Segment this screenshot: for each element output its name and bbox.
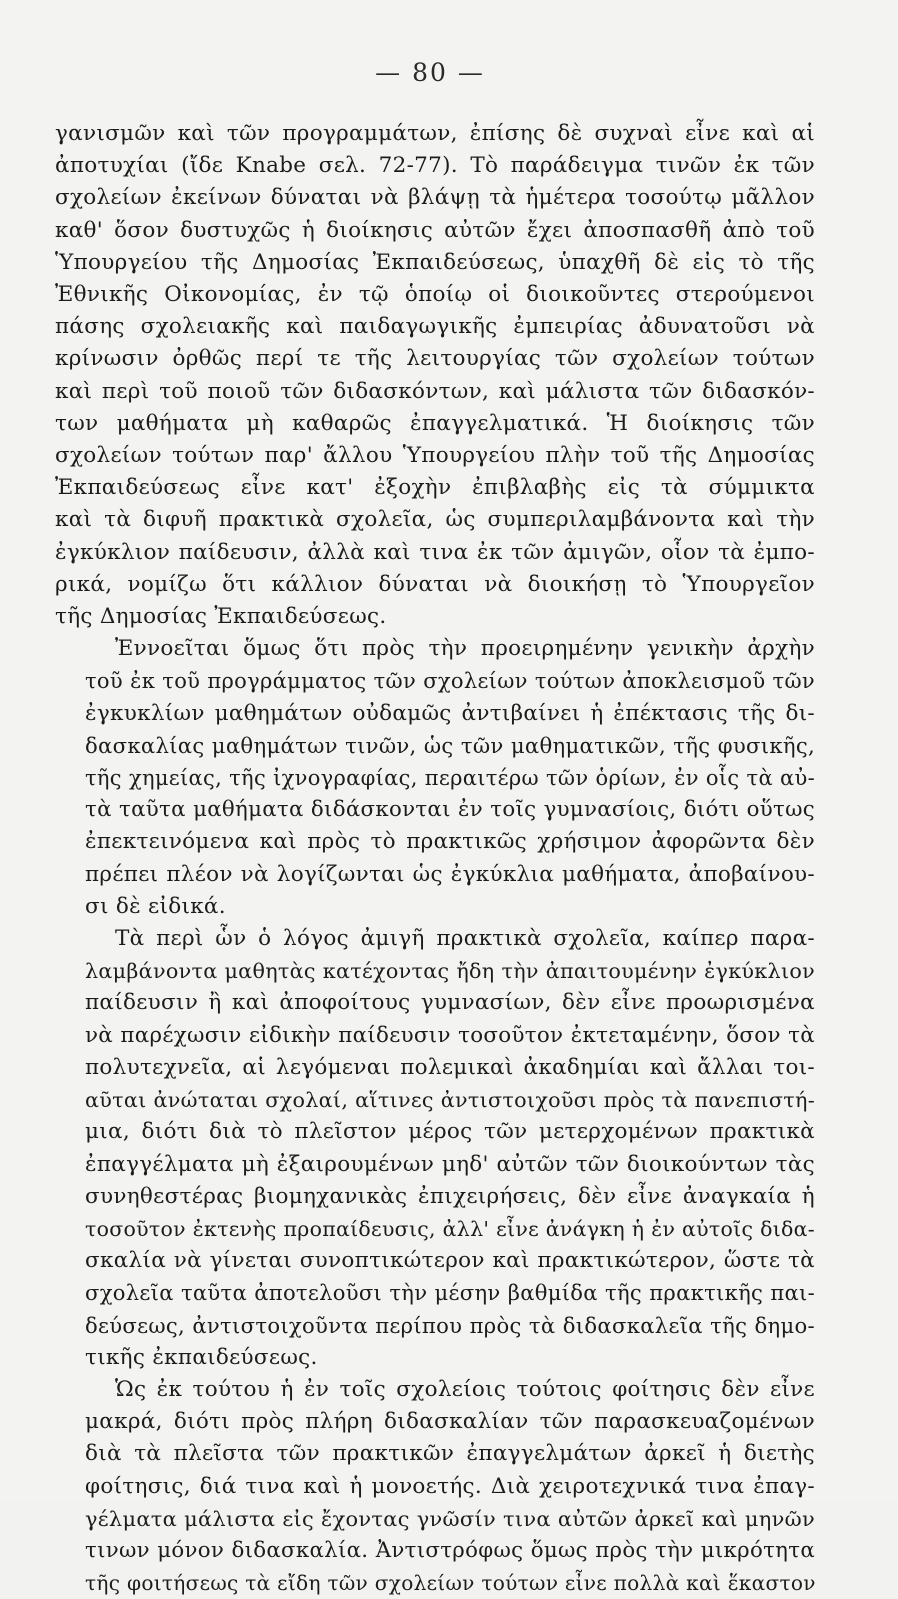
paragraph xyxy=(55,633,815,923)
body-text xyxy=(55,118,815,1599)
text-line: νὰ παρέχωσιν εἰδικὴν παίδευσιν τοσοῦτον ἐκτεταμένην, ὅσον τὰ xyxy=(85,1022,815,1048)
text-line: σκαλία νὰ γίνεται συνοπτικώτερον καὶ πρακτικώτερον, ὥστε τὰ xyxy=(85,1248,815,1274)
text-line: λαμβάνοντα μαθητὰς κατέχοντας ἤδη τὴν ἀπαιτουμένην ἐγκύκλιον xyxy=(85,959,815,984)
text-line: καὶ περὶ τοῦ ποιοῦ τῶν διδασκόντων, καὶ μάλιστα τῶν διδασκόν- xyxy=(55,378,815,404)
paragraph xyxy=(55,118,815,633)
text-line: σχολείων τούτων παρ' ἄλλου Ὑπουργείου πλὴν τοῦ τῆς Δημοσίας xyxy=(55,443,815,469)
text-line: τῆς χημείας, τῆς ἰχνογραφίας, περαιτέρω τῶν ὁρίων, ἐν οἷς τὰ αὐ- xyxy=(85,766,815,791)
text-line: παίδευσιν ἢ καὶ ἀποφοίτους γυμνασίων, δὲν εἶνε προωρισμένα xyxy=(85,990,815,1016)
text-line: τοσοῦτον ἐκτενὴς προπαίδευσις, ἀλλ' εἶνε ἀνάγκη ἡ ἐν αὐτοῖς διδα- xyxy=(85,1216,815,1241)
text-line: καθ' ὅσον δυστυχῶς ἡ διοίκησις αὐτῶν ἔχει ἀποσπασθῆ ἀπὸ τοῦ xyxy=(55,217,815,243)
text-line: ἐπαγγέλματα μὴ ἐξαιρουμένων μηδ' αὐτῶν τῶν διοικούντων τὰς xyxy=(85,1151,815,1177)
text-line: ἐγκύκλιον παίδευσιν, ἀλλὰ καὶ τινα ἐκ τῶν ἀμιγῶν, οἷον τὰ ἐμπο- xyxy=(55,539,815,565)
text-line: σχολείων ἐκείνων δύναται νὰ βλάψῃ τὰ ἡμέτερα τοσούτῳ μᾶλλον xyxy=(55,185,815,211)
text-line: τῆς Δημοσίας Ἐκπαιδεύσεως. xyxy=(55,604,387,630)
text-line: Ὑπουργείου τῆς Δημοσίας Ἐκπαιδεύσεως, ὑπαχθῆ δὲ εἰς τὸ τῆς xyxy=(55,249,815,275)
text-line: σχολεῖα ταῦτα ἀποτελοῦσι τὴν μέσην βαθμίδα τῆς πρακτικῆς παι- xyxy=(85,1280,815,1306)
text-line: τῆς φοιτήσεως τὰ εἴδη τῶν σχολείων τούτων εἶνε πολλὰ καὶ ἕκαστον xyxy=(85,1571,816,1596)
page-number: — 80 — xyxy=(375,58,485,87)
paragraph xyxy=(55,1374,815,1599)
text-line: σι δὲ εἰδικά. xyxy=(85,893,226,919)
text-line: ἀποτυχίαι (ἴδε Knabe σελ. 72-77). Τὸ παράδειγμα τινῶν ἐκ τῶν xyxy=(55,153,815,179)
text-line: κρίνωσιν ὀρθῶς περί τε τῆς λειτουργίας τῶν σχολείων τούτων xyxy=(55,346,815,372)
text-line: ρικά, νομίζω ὅτι κάλλιον δύναται νὰ διοικήσῃ τὸ Ὑπουργεῖον xyxy=(55,571,815,597)
text-line: τικῆς ἐκπαιδεύσεως. xyxy=(85,1344,318,1370)
text-line: μια, διότι διὰ τὸ πλεῖστον μέρος τῶν μετερχομένων πρακτικὰ xyxy=(85,1119,815,1145)
text-line: δεύσεως, ἀντιστοιχοῦντα περίπου πρὸς τὰ διδασκαλεῖα τῆς δημο- xyxy=(85,1312,815,1338)
text-line: φοίτησις, διά τινα καὶ ἡ μονοετής. Διὰ χειροτεχνικά τινα ἐπαγ- xyxy=(85,1473,815,1499)
text-line: καὶ τὰ διφυῆ πρακτικὰ σχολεῖα, ὡς συμπεριλαμβάνοντα καὶ τὴν xyxy=(55,507,815,533)
text-line: γανισμῶν καὶ τῶν προγραμμάτων, ἐπίσης δὲ συχναὶ εἶνε καὶ αἱ xyxy=(55,121,815,146)
text-line: Ὡς ἐκ τούτου ἡ ἐν τοῖς σχολείοις τούτοις φοίτησις δὲν εἶνε xyxy=(115,1376,815,1402)
text-line: πάσης σχολειακῆς καὶ παιδαγωγικῆς ἐμπειρίας ἀδυνατοῦσι νὰ xyxy=(55,314,815,340)
text-line: συνηθεστέρας βιομηχανικὰς ἐπιχειρήσεις, δὲν εἶνε ἀναγκαία ἡ xyxy=(85,1183,815,1209)
text-line: Ἐθνικῆς Οἰκονομίας, ἐν τῷ ὁποίῳ οἱ διοικοῦντες στερούμενοι xyxy=(55,282,815,308)
text-line: διὰ τὰ πλεῖστα τῶν πρακτικῶν ἐπαγγελμάτων ἀρκεῖ ἡ διετὴς xyxy=(85,1441,815,1467)
text-line: των μαθήματα μὴ καθαρῶς ἐπαγγελματικά. Ἡ διοίκησις τῶν xyxy=(55,410,815,436)
text-line: Ἐννοεῖται ὅμως ὅτι πρὸς τὴν προειρημένην γενικὴν ἀρχὴν xyxy=(115,636,815,662)
text-line: πολυτεχνεῖα, αἱ λεγόμεναι πολεμικαὶ ἀκαδημίαι καὶ ἄλλαι τοι- xyxy=(85,1054,815,1080)
text-line: Ἐκπαιδεύσεως εἶνε κατ' ἐξοχὴν ἐπιβλαβὴς εἰς τὰ σύμμικτα xyxy=(55,475,815,501)
text-line: πρέπει πλέον νὰ λογίζωνται ὡς ἐγκύκλια μαθήματα, ἀποβαίνου- xyxy=(85,861,815,887)
text-line: τινων μόνον διδασκαλία. Ἀντιστρόφως ὅμως πρὸς τὴν μικρότητα xyxy=(85,1537,815,1563)
text-line: μακρά, διότι πρὸς πλήρη διδασκαλίαν τῶν παρασκευαζομένων xyxy=(85,1409,815,1435)
text-line: τὰ ταῦτα μαθήματα διδάσκονται ἐν τοῖς γυμνασίοις, διότι οὕτως xyxy=(85,797,815,823)
text-line: αῦται ἀνώταται σχολαί, αἵτινες ἀντιστοιχοῦσι πρὸς τὰ πανεπιστή- xyxy=(85,1088,815,1113)
text-line: τοῦ ἐκ τοῦ προγράμματος τῶν σχολείων τούτων ἀποκλεισμοῦ τῶν xyxy=(85,668,815,694)
text-line: Τὰ περὶ ὧν ὁ λόγος ἀμιγῆ πρακτικὰ σχολεῖα, καίπερ παρα- xyxy=(115,926,815,952)
text-line: δασκαλίας μαθημάτων τινῶν, ὡς τῶν μαθηματικῶν, τῆς φυσικῆς, xyxy=(85,732,815,758)
text-line: ἐγκυκλίων μαθημάτων οὐδαμῶς ἀντιβαίνει ἡ ἐπέκτασις τῆς δι- xyxy=(85,700,815,726)
text-line: γέλματα μάλιστα εἰς ἔχοντας γνῶσίν τινα αὐτῶν ἀρκεῖ καὶ μηνῶν xyxy=(85,1506,815,1531)
text-line: ἐπεκτεινόμενα καὶ πρὸς τὸ πρακτικῶς χρήσιμον ἀφορῶντα δὲν xyxy=(85,829,815,855)
paragraph xyxy=(55,923,815,1374)
